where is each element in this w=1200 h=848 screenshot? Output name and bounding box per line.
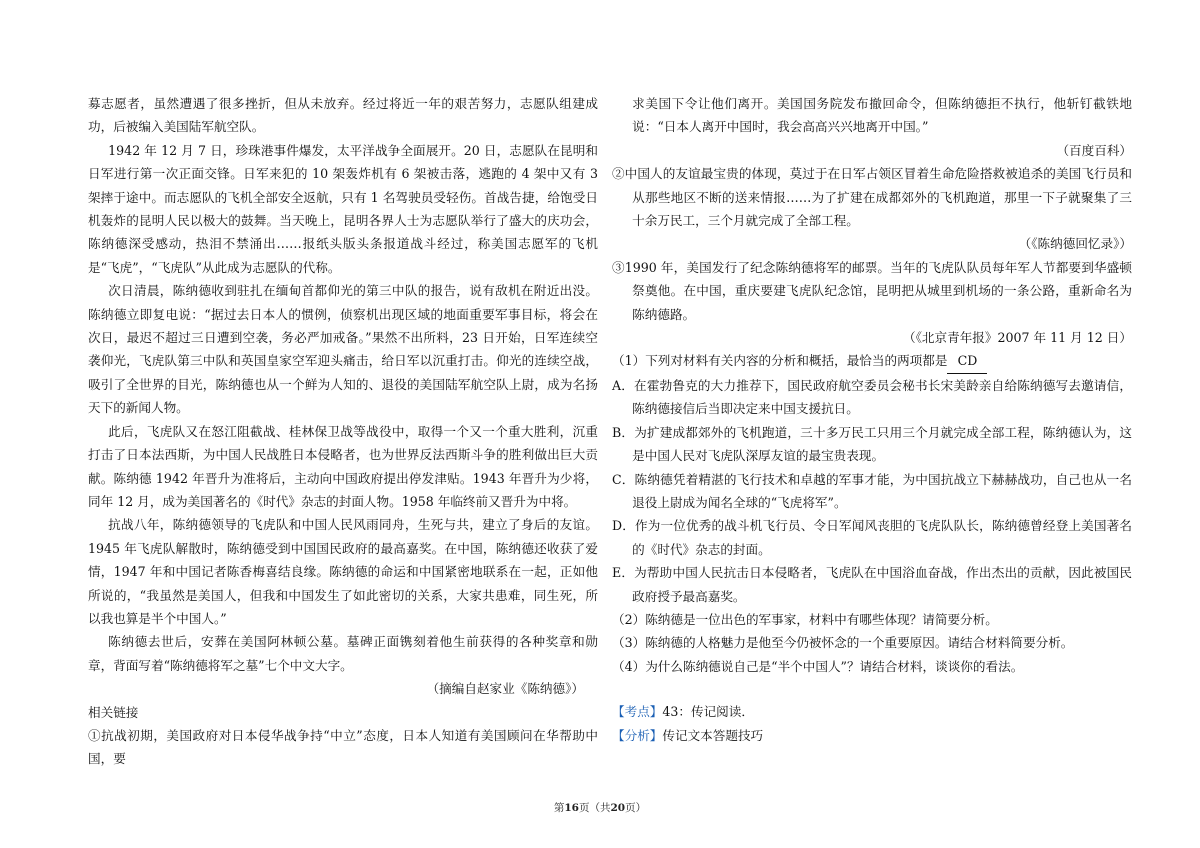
footer-pre: 第	[553, 802, 565, 814]
fenxi-line	[612, 724, 1132, 747]
related-links-heading: 相关链接	[88, 704, 139, 720]
question-1-answer: CD	[947, 349, 987, 373]
source-citation: （《陈纳德回忆录》）	[1018, 236, 1132, 252]
paragraph: 抗战八年，陈纳德领导的飞虎队和中国人民风雨同舟，生死与共，建立了身后的友谊。1945 年飞虎队解散时，陈纳德受到中国国民政府的最高嘉奖。在中国，陈纳德还收获了爱情，1947 年和中国记者陈香梅喜结良缘。陈纳德的命运和中国紧密地联系在一起，正如他所说的，“我虽然是美国人，但我和中国发生了如此密切的关系，大家共患难，同生死，所以我也算是半个中国人。”	[88, 517, 598, 626]
fenxi-tag: 【分析】	[612, 727, 663, 743]
paragraph: 募志愿者，虽然遭遇了很多挫折，但从未放弃。经过将近一年的艰苦努力，志愿队组建成功，后被编入美国陆军航空队。	[88, 96, 598, 135]
option-c: C．陈纳德凭着精湛的飞行技术和卓越的军事才能，为中国抗战立下赫赫战功，自己也从一名退役上尉成为闻名全球的“飞虎将军”。	[612, 471, 1132, 510]
left-column	[88, 92, 598, 771]
question-4: （4）为什么陈纳德说自己是“半个中国人”？请结合材料，谈谈你的看法。	[612, 658, 1024, 674]
question-3: （3）陈纳德的人格魅力是他至今仍被怀念的一个重要原因。请结合材料简要分析。	[612, 635, 1074, 651]
kaodian-text: 43：传记阅读．	[662, 704, 754, 720]
page-footer	[0, 800, 1200, 815]
paragraph: 陈纳德去世后，安葬在美国阿林顿公墓。墓碑正面镌刻着他生前获得的各种奖章和勋章，背面写着“陈纳德将军之墓”七个中文大字。	[88, 634, 598, 673]
fenxi-text: 传记文本答题技巧	[662, 727, 764, 743]
related-link-3: ③1990 年，美国发行了纪念陈纳德将军的邮票。当年的飞虎队队员每年军人节都要到华盛顿祭奠他。在中国，重庆要建飞虎队纪念馆，昆明把从城里到机场的一条公路，重新命名为陈纳德路。	[612, 259, 1132, 322]
paragraph: 1942 年 12 月 7 日，珍珠港事件爆发，太平洋战争全面展开。20 日，志愿队在昆明和日军进行第一次正面交锋。日军来犯的 10 架轰炸机有 6 架被击落，逃跑的 4 架中又有 3 架摔于途中。而志愿队的飞机全部安全返航，只有 1 名驾驶员受轻伤。首战告捷，给饱受日机轰炸的昆明人民以极大的鼓舞。当天晚上，昆明各界人士为志愿队举行了盛大的庆功会，陈纳德深受感动，热泪不禁涌出……报纸头版头条报道战斗经过，称美国志愿军的飞机是“飞虎”，“飞虎队”从此成为志愿队的代称。	[88, 142, 598, 275]
option-d: D．作为一位优秀的战斗机飞行员、令日军闻风丧胆的飞虎队队长，陈纳德曾经登上美国著名的《时代》杂志的封面。	[612, 518, 1132, 557]
option-a: A．在霍勃鲁克的大力推荐下，国民政府航空委员会秘书长宋美龄亲自给陈纳德写去邀请信，陈纳德接信后当即决定来中国支援抗日。	[612, 377, 1132, 417]
question-2: （2）陈纳德是一位出色的军事家，材料中有哪些体现？请简要分析。	[612, 611, 998, 627]
kaodian-tag: 【考点】	[612, 704, 663, 720]
question-1-text: （1）下列对材料有关内容的分析和概括，最恰当的两项都是	[612, 353, 948, 369]
option-b: B．为扩建成都郊外的飞机跑道，三十多万民工只用三个月就完成全部工程，陈纳德认为，这是中国人民对飞虎队深厚友谊的最宝贵表现。	[612, 424, 1132, 464]
page-number: 16	[564, 802, 579, 814]
source-citation: （百度百科）	[1056, 142, 1132, 158]
paragraph: 此后，飞虎队又在怒江阻截战、桂林保卫战等战役中，取得一个又一个重大胜利，沉重打击了日本法西斯，为中国人民战胜日本侵略者，也为世界反法西斯斗争的胜利做出巨大贡献。陈纳德 1942 年晋升为准将后，主动向中国政府提出停发津贴。1943 年晋升为少将，同年 12 月，成为美国著名的《时代》杂志的封面人物。1958 年临终前又晋升为中将。	[88, 423, 598, 509]
option-e: E．为帮助中国人民抗击日本侵略者，飞虎队在中国浴血奋战，作出杰出的贡献，因此被国民政府授予最高嘉奖。	[612, 565, 1132, 604]
question-1	[612, 349, 1132, 373]
footer-post: 页）	[625, 802, 647, 814]
right-column	[612, 92, 1132, 747]
source-citation: （摘编自赵家业《陈纳德》）	[426, 681, 584, 697]
footer-mid: 页（共	[579, 802, 611, 814]
related-link-1: ①抗战初期，美国政府对日本侵华战争持“中立”态度，日本人知道有美国顾问在华帮助中国，要	[88, 727, 598, 767]
page-total: 20	[610, 802, 626, 814]
source-citation: （《北京青年报》2007 年 11 月 12 日）	[903, 330, 1132, 346]
kaodian-line	[612, 700, 1132, 723]
related-link-1-continued: 求美国下令让他们离开。美国国务院发布撤回命令，但陈纳德拒不执行，他斩钉截铁地说：“日本人离开中国时，我会高高兴兴地离开中国。”	[632, 96, 1132, 135]
related-link-2: ②中国人的友谊最宝贵的体现，莫过于在日军占领区冒着生命危险搭救被追杀的美国飞行员和从那些地区不断的送来情报……为了扩建在成都郊外的飞机跑道，那里一下子就聚集了三十余万民工，三个月就完成了全部工程。	[612, 166, 1132, 229]
paragraph: 次日清晨，陈纳德收到驻扎在缅甸首都仰光的第三中队的报告，说有敌机在附近出没。陈纳德立即复电说：“据过去日本人的惯例，侦察机出现区域的地面重要军事目标，将会在次日，最迟不超过三日遭到空袭，务必严加戒备。”果然不出所料，23 日开始，日军连续空袭仰光，飞虎队第三中队和英国皇家空军迎头痛击，给日军以沉重打击。仰光的连续空战，吸引了全世界的目光，陈纳德也从一个鲜为人知的、退役的美国陆军航空队上尉，成为名扬天下的新闻人物。	[88, 283, 598, 416]
